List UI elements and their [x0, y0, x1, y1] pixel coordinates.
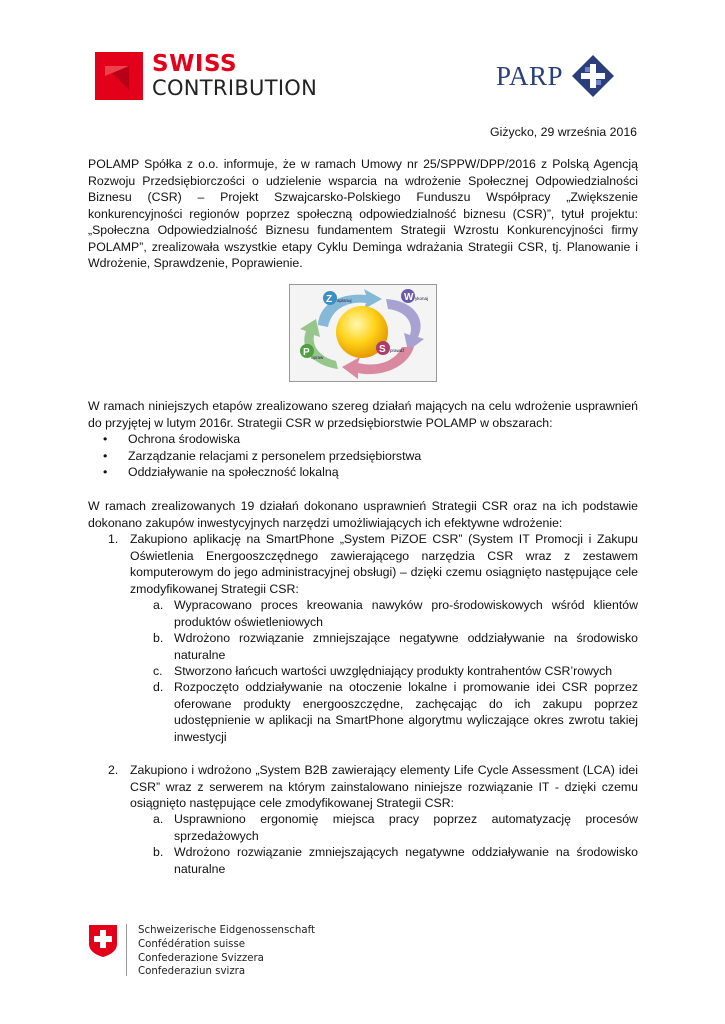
item-2-text: Zakupiono i wdrożono „System B2B zawierający elementy Life Cycle Assessment (LCA) idei CSR” wraz z serwerem na którym zainstalowano niniejsze rozwiązanie IT - dzięki czemu osiągnięto następujące cele zmodyfikowanej Strategii CSR: — [130, 763, 638, 810]
footer-line-fr: Confédération suisse — [138, 938, 246, 950]
diagram-p-word: opraw — [311, 355, 324, 360]
swiss-logo-line2: CONTRIBUTION — [152, 76, 318, 100]
swiss-logo-mark — [95, 52, 143, 100]
item-2a-text: Usprawniono ergonomię miejsca pracy poprzez automatyzację procesów sprzedażowych — [174, 812, 638, 843]
document-date: Giżycko, 29 września 2016 — [490, 125, 637, 139]
item-2b-text: Wdrożono rozwiązanie zmniejszających negatywne oddziaływanie na środowisko naturalne — [174, 845, 638, 876]
actions-paragraph: W ramach zrealizowanych 19 działań dokonano usprawnień Strategii CSR oraz na ich podstawie dokonano zakupów inwestycyjnych narzędzi umożliwiających ich efektywne wdrożenie: — [88, 499, 638, 530]
diagram-w-letter: W — [404, 292, 414, 303]
item-2-number: 2. — [108, 763, 119, 777]
diagram-z-word: aplanuj — [337, 298, 352, 303]
item-1b-letter: b. — [153, 631, 164, 645]
item-1c-text: Stworzono łańcuch wartości uwzględniający produkty kontrahentów CSR’rowych — [174, 664, 613, 678]
list-item: • Ochrona środowiska — [103, 431, 623, 448]
footer-line-de: Schweizerische Eidgenossenschaft — [138, 925, 315, 936]
deming-cycle-diagram — [289, 284, 437, 382]
parp-logo-icon — [571, 54, 615, 98]
footer-line-it: Confederazione Svizzera — [138, 952, 264, 964]
diagram-p-letter: P — [303, 347, 310, 358]
item-2b-letter: b. — [153, 845, 164, 859]
item-1a-text: Wypracowano proces kreowania nawyków pro-środowiskowych wśród klientów produktów oświetleniowych — [174, 598, 638, 629]
swiss-confederation-footer — [88, 924, 315, 979]
item-1a-letter: a. — [153, 598, 164, 612]
list-item: • Oddziaływanie na społeczność lokalną — [103, 464, 623, 481]
areas-list — [103, 431, 623, 481]
parp-logo-text: PARP — [496, 60, 564, 91]
item-1d-text: Rozpoczęto oddziaływanie na otoczenie lokalne i promowanie idei CSR poprzez oferowane produkty energooszczędne, zachęcając do ich zakupu poprzez udostępnienie w aplikacji na SmartPhone algorytmu wyliczające okres zwrotu takiej inwestycji — [174, 680, 638, 744]
diagram-s-letter: S — [379, 344, 386, 355]
diagram-w-word: ykonaj — [415, 296, 429, 301]
item-2a-letter: a. — [153, 812, 164, 826]
item-1d-letter: d. — [153, 680, 164, 694]
swiss-contribution-logo — [95, 52, 317, 100]
parp-logo — [496, 54, 615, 98]
diagram-z-letter: Z — [326, 294, 333, 305]
item-1-number: 1. — [108, 532, 119, 546]
item-1c-letter: c. — [153, 664, 163, 678]
stages-paragraph: W ramach niniejszych etapów zrealizowano szereg działań mających na celu wdrożenie usprawnień do przyjętej w lutym 2016r. Strategii CSR w przedsiębiorstwie POLAMP w obszarach: — [88, 399, 638, 430]
diagram-s-word: prawdź — [390, 348, 405, 353]
intro-paragraph: POLAMP Spółka z o.o. informuje, że w ramach Umowy nr 25/SPPW/DPP/2016 z Polską Agencją Rozwoju Przedsiębiorczości o udzielenie wsparcia na wdrożenie Społecznej Odpowiedzialności Biznesu (CSR) – Projekt Szwajcarsko-Polskiego Funduszu Współpracy „Zwiększenie konkurencyjności regionów poprzez społeczną odpowiedzialność biznesu (CSR)”, tytuł projektu: „Społeczna Odpowiedzialność Biznesu fundamentem Strategii Wzrostu Konkurencyjności firmy POLAMP”, zrealizowała wszystkie etapy Cyklu Deminga wdrażania Strategii CSR, tj. Planowanie i Wdrożenie, Sprawdzenie, Poprawienie. — [88, 157, 638, 270]
swiss-cross-icon — [88, 924, 118, 958]
footer-line-rm: Confederaziun svizra — [138, 966, 246, 978]
swiss-logo-line1: SWISS — [152, 51, 238, 77]
item-1b-text: Wdrożono rozwiązanie zmniejszające negatywne oddziaływanie na środowisko naturalne — [174, 631, 638, 662]
item-1-text: Zakupiono aplikację na SmartPhone „System PiZOE CSR” (System IT Promocji i Zakupu Oświetlenia Energooszczędnego zawierającego narzędzia CSR wraz z zestawem komputerowym do jego administracyjnej obsługi) – dzięki czemu osiągnięto następujące cele zmodyfikowanej Strategii CSR: — [130, 532, 638, 596]
footer-divider — [126, 924, 128, 976]
list-item: • Zarządzanie relacjami z personelem przedsiębiorstwa — [103, 448, 623, 465]
